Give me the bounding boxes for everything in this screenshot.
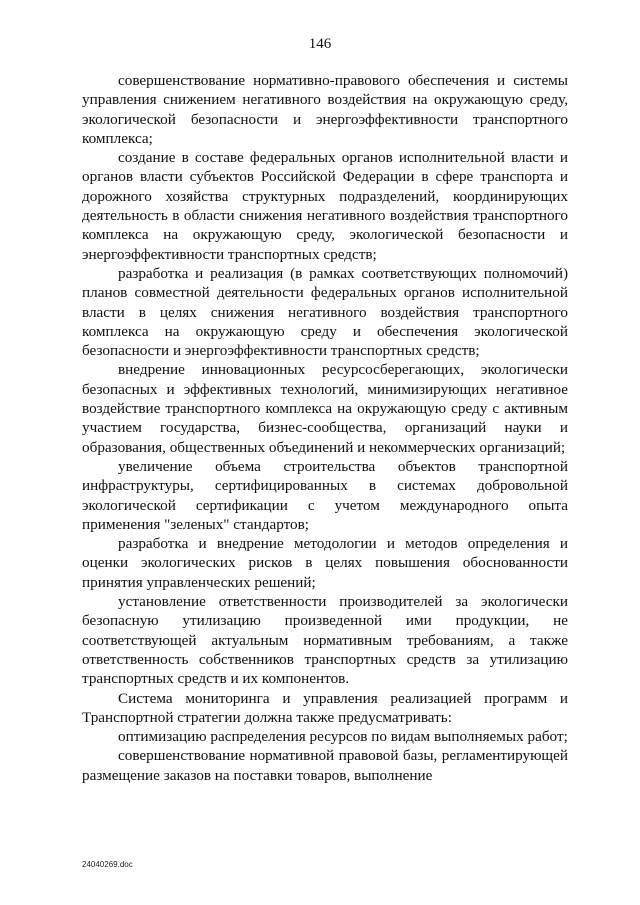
paragraph: Система мониторинга и управления реализацией программ и Транспортной стратегии должна также предусматривать: <box>82 689 568 726</box>
paragraph: внедрение инновационных ресурсосберегающих, экологически безопасных и эффективных технологий, минимизирующих негативное воздействие транспортного комплекса на окружающую среду с активным участием государства, бизнес-сообщества, организаций науки и образования, общественных объединений и некоммерческих организаций; <box>82 361 568 456</box>
paragraph: совершенствование нормативно-правового обеспечения и системы управления снижением негативного воздействия на окружающую среду, экологической безопасности и энергоэффективности транспортного комплекса; <box>82 72 568 147</box>
paragraph: оптимизацию распределения ресурсов по видам выполняемых работ; <box>118 728 568 746</box>
paragraph: увеличение объема строительства объектов транспортной инфраструктуры, сертифицированных в системах добровольной экологической сертификации с учетом международного опыта применения "зеленых" стандартов; <box>82 457 568 533</box>
paragraph: совершенствование нормативной правовой базы, регламентирующей размещение заказов на поставки товаров, выполнение <box>82 747 568 784</box>
footer-filename: 24040269.doc <box>82 860 133 869</box>
paragraph: разработка и реализация (в рамках соответствующих полномочий) планов совместной деятельности федеральных органов исполнительной власти в целях снижения негативного воздействия транспортного комплекса на окружающую среду и обеспечения экологической безопасности и энергоэффективности транспортных средств; <box>82 264 568 360</box>
paragraph: установление ответственности производителей за экологически безопасную утилизацию произведенной ими продукции, не соответствующей актуальным нормативным требованиям, а также ответственность собственников транспортных средств за утилизацию транспортных средств и их компонентов. <box>82 593 568 688</box>
paragraph: создание в составе федеральных органов исполнительной власти и органов власти субъектов Российской Федерации в сфере транспорта и дорожного хозяйства структурных подразделений, координирующих деятельность в области снижения негативного воздействия транспортного комплекса на окружающую среду, экологической безопасности и энергоэффективности транспортных средств; <box>82 149 568 263</box>
paragraph: разработка и внедрение методологии и методов определения и оценки экологических рисков в целях повышения обоснованности принятия управленческих решений; <box>82 535 568 591</box>
page-number: 146 <box>308 36 332 52</box>
document-body <box>82 71 568 785</box>
